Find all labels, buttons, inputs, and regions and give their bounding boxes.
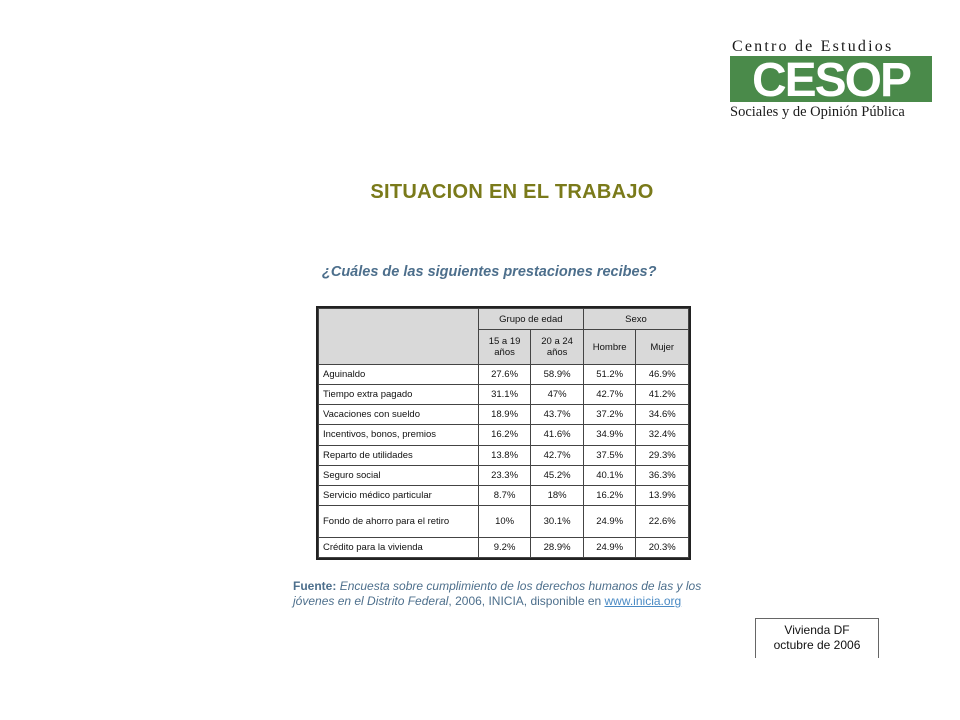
cell-value: 42.7% <box>531 445 584 465</box>
group-header-sex: Sexo <box>583 309 688 330</box>
table-row <box>319 505 689 537</box>
cell-value: 18% <box>531 485 584 505</box>
group-header-age: Grupo de edad <box>478 309 583 330</box>
table-row <box>319 445 689 465</box>
table-corner <box>319 309 479 365</box>
cell-value: 10% <box>478 505 531 537</box>
cell-value: 24.9% <box>583 537 636 557</box>
row-label: Crédito para la vivienda <box>319 537 479 557</box>
table-row <box>319 385 689 405</box>
cell-value: 24.9% <box>583 505 636 537</box>
date-stamp <box>755 618 879 658</box>
logo-mark <box>730 56 932 102</box>
cell-value: 41.6% <box>531 425 584 445</box>
logo-bottom-text: Sociales y de Opinión Pública <box>730 104 905 120</box>
cell-value: 58.9% <box>531 365 584 385</box>
logo-top-text: Centro de Estudios <box>732 38 894 55</box>
cell-value: 29.3% <box>636 445 689 465</box>
table-row <box>319 425 689 445</box>
stamp-line-2: octubre de 2006 <box>773 638 861 652</box>
cell-value: 43.7% <box>531 405 584 425</box>
logo-mark-text: CESOP <box>751 56 911 102</box>
cell-value: 16.2% <box>583 485 636 505</box>
cell-value: 27.6% <box>478 365 531 385</box>
cell-value: 51.2% <box>583 365 636 385</box>
sub-header-hombre: Hombre <box>583 330 636 365</box>
table-row <box>319 365 689 385</box>
benefits-table <box>316 306 691 560</box>
row-label: Servicio médico particular <box>319 485 479 505</box>
source-details: , 2006, INICIA, disponible en <box>448 594 605 608</box>
cell-value: 31.1% <box>478 385 531 405</box>
cell-value: 41.2% <box>636 385 689 405</box>
cell-value: 30.1% <box>531 505 584 537</box>
cell-value: 37.2% <box>583 405 636 425</box>
cell-value: 46.9% <box>636 365 689 385</box>
source-label: Fuente: <box>293 579 337 593</box>
cell-value: 16.2% <box>478 425 531 445</box>
cell-value: 47% <box>531 385 584 405</box>
table-row <box>319 537 689 557</box>
table-row <box>319 485 689 505</box>
cell-value: 13.8% <box>478 445 531 465</box>
cell-value: 13.9% <box>636 485 689 505</box>
row-label: Vacaciones con sueldo <box>319 405 479 425</box>
cell-value: 9.2% <box>478 537 531 557</box>
source-link[interactable]: www.inicia.org <box>604 594 682 608</box>
cell-value: 34.6% <box>636 405 689 425</box>
cell-value: 40.1% <box>583 465 636 485</box>
cell-value: 36.3% <box>636 465 689 485</box>
cell-value: 23.3% <box>478 465 531 485</box>
row-label: Tiempo extra pagado <box>319 385 479 405</box>
row-label: Incentivos, bonos, premios <box>319 425 479 445</box>
question-title: ¿Cuáles de las siguientes prestaciones recibes? <box>322 264 657 280</box>
stamp-line-1: Vivienda DF <box>784 623 850 637</box>
source-note <box>293 579 743 609</box>
sub-header-20-24: 20 a 24 años <box>531 330 584 365</box>
table-row <box>319 465 689 485</box>
page-title: SITUACION EN EL TRABAJO <box>370 181 654 203</box>
cell-value: 22.6% <box>636 505 689 537</box>
sub-header-mujer: Mujer <box>636 330 689 365</box>
cell-value: 18.9% <box>478 405 531 425</box>
row-label: Seguro social <box>319 465 479 485</box>
row-label: Aguinaldo <box>319 365 479 385</box>
cell-value: 28.9% <box>531 537 584 557</box>
cell-value: 32.4% <box>636 425 689 445</box>
cell-value: 37.5% <box>583 445 636 465</box>
source-title: Encuesta sobre cumplimiento de los derechos humanos de las y los jóvenes en el Distrito Federal <box>293 579 702 608</box>
cell-value: 42.7% <box>583 385 636 405</box>
sub-header-15-19: 15 a 19 años <box>478 330 531 365</box>
row-label: Fondo de ahorro para el retiro <box>319 505 479 537</box>
cell-value: 45.2% <box>531 465 584 485</box>
cesop-logo <box>728 36 934 124</box>
table-row <box>319 405 689 425</box>
cell-value: 20.3% <box>636 537 689 557</box>
cell-value: 8.7% <box>478 485 531 505</box>
cell-value: 34.9% <box>583 425 636 445</box>
row-label: Reparto de utilidades <box>319 445 479 465</box>
